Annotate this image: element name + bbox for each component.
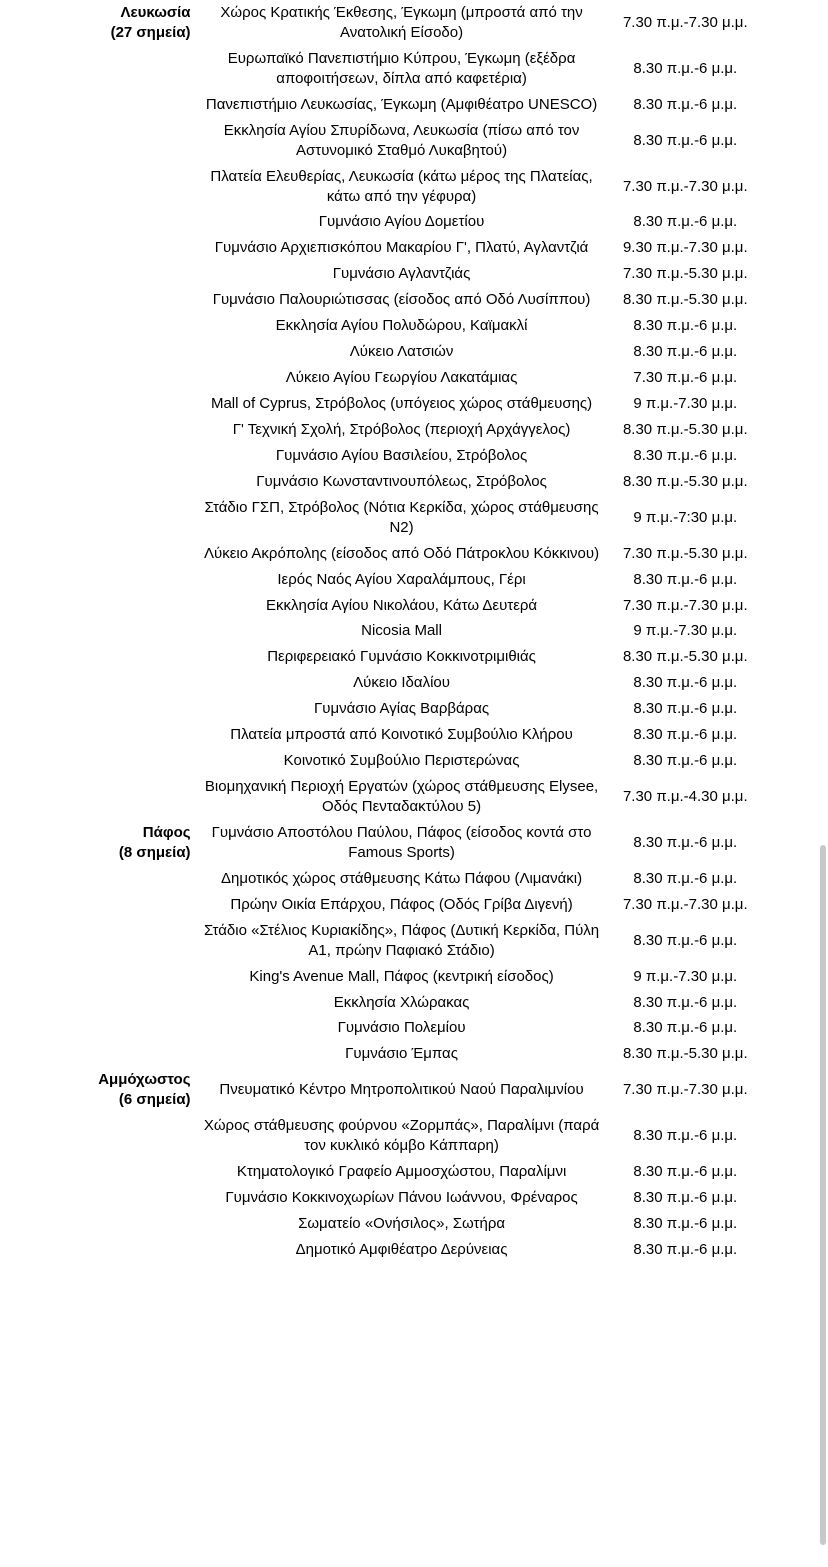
district-cell bbox=[64, 164, 197, 210]
hours-cell: 9.30 π.μ.-7.30 μ.μ. bbox=[622, 239, 748, 257]
locations-table bbox=[64, 0, 764, 1263]
district-cell bbox=[64, 722, 197, 748]
district-cell bbox=[64, 567, 197, 593]
place-cell: Πλατεία μπροστά από Κοινοτικό Συμβούλιο Κλήρου bbox=[230, 726, 573, 744]
place-cell: Λύκειο Ιδαλίου bbox=[353, 674, 450, 692]
district-cell bbox=[64, 748, 197, 774]
table-row bbox=[64, 670, 764, 696]
place-cell: Πανεπιστήμιο Λευκωσίας, Έγκωμη (Αμφιθέατρο UNESCO) bbox=[205, 95, 598, 113]
district-cell bbox=[64, 339, 197, 365]
district-cell bbox=[64, 593, 197, 619]
place-cell: Γυμνάσιο Πολεμίου bbox=[337, 1019, 466, 1037]
hours-cell: 9 π.μ.-7.30 μ.μ. bbox=[633, 395, 738, 412]
place-cell: Κτηματολογικό Γραφείο Αμμοσχώστου, Παραλίμνι bbox=[236, 1163, 567, 1181]
table-row bbox=[64, 313, 764, 339]
place-cell: Λύκειο Ακρόπολης (είσοδος από Οδό Πάτροκλου Κόκκινου) bbox=[203, 544, 600, 562]
table-row bbox=[64, 1211, 764, 1237]
table-row bbox=[64, 722, 764, 748]
hours-cell: 8.30 π.μ.-6 μ.μ. bbox=[633, 131, 738, 149]
place-cell: Χώρος Κρατικής Έκθεσης, Έγκωμη (μπροστά από την Ανατολική Είσοδο) bbox=[220, 4, 583, 41]
scrollbar-thumb[interactable] bbox=[820, 845, 826, 1545]
district-cell bbox=[64, 1015, 197, 1041]
hours-cell: 8.30 π.μ.-6 μ.μ. bbox=[633, 700, 738, 718]
hours-cell: 8.30 π.μ.-5.30 μ.μ. bbox=[622, 420, 748, 438]
place-cell: Εκκλησία Αγίου Πολυδώρου, Καϊμακλί bbox=[275, 317, 528, 335]
hours-cell: 7.30 π.μ.-6 μ.μ. bbox=[633, 369, 738, 387]
place-cell: Γυμνάσιο Αγίου Βασιλείου, Στρόβολος bbox=[275, 446, 528, 464]
place-cell: Ευρωπαϊκό Πανεπιστήμιο Κύπρου, Έγκωμη (εξέδρα αποφοιτήσεων, δίπλα από καφετέρια) bbox=[227, 49, 576, 87]
district-cell bbox=[64, 644, 197, 670]
district-cell bbox=[64, 1211, 197, 1237]
table-row bbox=[64, 0, 764, 46]
table-row bbox=[64, 46, 764, 92]
place-cell: Εκκλησία Αγίου Σπυρίδωνα, Λευκωσία (πίσω από τον Αστυνομικό Σταθμό Λυκαβητού) bbox=[223, 121, 580, 159]
table-row bbox=[64, 990, 764, 1016]
table-row bbox=[64, 235, 764, 261]
table-row bbox=[64, 1067, 764, 1113]
place-cell: Nicosia Mall bbox=[361, 622, 442, 640]
hours-cell: 7.30 π.μ.-5.30 μ.μ. bbox=[622, 544, 748, 562]
table-row bbox=[64, 164, 764, 210]
hours-cell: 8.30 π.μ.-6 μ.μ. bbox=[633, 931, 738, 949]
district-cell bbox=[64, 1041, 197, 1067]
place-cell: Λύκειο Λατσιών bbox=[349, 343, 454, 361]
table-row bbox=[64, 1041, 764, 1067]
district-cell bbox=[64, 313, 197, 339]
table-row bbox=[64, 774, 764, 820]
hours-cell: 8.30 π.μ.-6 μ.μ. bbox=[633, 213, 738, 231]
table-row bbox=[64, 391, 764, 417]
district-cell bbox=[64, 209, 197, 235]
place-cell: Εκκλησία Αγίου Νικολάου, Κάτω Δευτερά bbox=[266, 596, 538, 614]
hours-cell: 8.30 π.μ.-6 μ.μ. bbox=[633, 95, 738, 113]
table-row bbox=[64, 1159, 764, 1185]
table-row bbox=[64, 495, 764, 541]
hours-cell: 8.30 π.μ.-6 μ.μ. bbox=[633, 570, 738, 588]
district-count: (6 σημεία) bbox=[118, 1091, 191, 1109]
district-cell bbox=[64, 1237, 197, 1263]
hours-cell: 9 π.μ.-7.30 μ.μ. bbox=[633, 967, 738, 985]
table-row bbox=[64, 417, 764, 443]
hours-cell: 9 π.μ.-7:30 μ.μ. bbox=[633, 508, 738, 526]
district-cell bbox=[64, 46, 197, 92]
district-cell bbox=[64, 1185, 197, 1211]
place-cell: Πνευματικό Κέντρο Μητροπολιτικού Ναού Παραλιμνίου bbox=[219, 1081, 584, 1099]
hours-cell: 8.30 π.μ.-5.30 μ.μ. bbox=[622, 291, 748, 309]
place-cell: Γυμνάσιο Παλουριώτισσας (είσοδος από Οδό Λυσίππου) bbox=[212, 291, 591, 309]
place-cell: Γ' Τεχνική Σχολή, Στρόβολος (περιοχή Αρχάγγελος) bbox=[232, 420, 571, 438]
district-cell bbox=[64, 443, 197, 469]
locations-table-body bbox=[64, 0, 764, 1263]
district-cell bbox=[64, 990, 197, 1016]
table-row bbox=[64, 892, 764, 918]
table-row bbox=[64, 365, 764, 391]
district-cell bbox=[64, 469, 197, 495]
district-cell bbox=[64, 618, 197, 644]
table-row bbox=[64, 696, 764, 722]
hours-cell: 8.30 π.μ.-6 μ.μ. bbox=[633, 317, 738, 335]
table-row bbox=[64, 964, 764, 990]
hours-cell: 8.30 π.μ.-6 μ.μ. bbox=[633, 1189, 738, 1206]
hours-cell: 8.30 π.μ.-6 μ.μ. bbox=[633, 1214, 738, 1232]
hours-cell: 8.30 π.μ.-6 μ.μ. bbox=[633, 343, 738, 361]
table-row bbox=[64, 209, 764, 235]
district-cell bbox=[64, 964, 197, 990]
hours-cell: 8.30 π.μ.-6 μ.μ. bbox=[633, 752, 738, 770]
table-row bbox=[64, 567, 764, 593]
table-row bbox=[64, 339, 764, 365]
place-cell: Εκκλησία Χλώρακας bbox=[333, 993, 470, 1011]
hours-cell: 7.30 π.μ.-7.30 μ.μ. bbox=[622, 895, 748, 913]
hours-cell: 8.30 π.μ.-5.30 μ.μ. bbox=[622, 648, 748, 666]
table-row bbox=[64, 866, 764, 892]
place-cell: Στάδιο ΓΣΠ, Στρόβολος (Νότια Κερκίδα, χώρος στάθμευσης Ν2) bbox=[204, 498, 599, 536]
place-cell: Γυμνάσιο Αρχιεπισκόπου Μακαρίου Γ', Πλατύ, Αγλαντζιά bbox=[214, 239, 589, 257]
place-cell: Πλατεία Ελευθερίας, Λευκωσία (κάτω μέρος της Πλατείας, κάτω από την γέφυρα) bbox=[210, 167, 593, 205]
place-cell: Βιομηχανική Περιοχή Εργατών (χώρος στάθμευσης Elysee, Οδός Πενταδακτύλου 5) bbox=[204, 778, 599, 815]
hours-cell: 8.30 π.μ.-6 μ.μ. bbox=[633, 726, 738, 744]
district-cell bbox=[64, 391, 197, 417]
hours-cell: 8.30 π.μ.-6 μ.μ. bbox=[633, 869, 738, 887]
district-cell bbox=[64, 820, 197, 866]
district-cell bbox=[64, 892, 197, 918]
district-name: Λευκωσία bbox=[120, 4, 191, 21]
hours-cell: 8.30 π.μ.-6 μ.μ. bbox=[633, 674, 738, 692]
place-cell: Γυμνάσιο Αποστόλου Παύλου, Πάφος (είσοδος κοντά στο Famous Sports) bbox=[211, 823, 592, 861]
hours-cell: 7.30 π.μ.-4.30 μ.μ. bbox=[622, 788, 748, 806]
place-cell: Γυμνάσιο Κοκκινοχωρίων Πάνου Ιωάννου, Φρέναρος bbox=[225, 1189, 578, 1206]
hours-cell: 8.30 π.μ.-6 μ.μ. bbox=[633, 1163, 738, 1181]
table-row bbox=[64, 593, 764, 619]
place-cell: King's Avenue Mall, Πάφος (κεντρική είσοδος) bbox=[249, 967, 554, 985]
place-cell: Mall of Cyprus, Στρόβολος (υπόγειος χώρος στάθμευσης) bbox=[210, 395, 593, 412]
district-cell bbox=[64, 365, 197, 391]
district-cell bbox=[64, 0, 197, 46]
district-cell bbox=[64, 1113, 197, 1159]
place-cell: Γυμνάσιο Κωνσταντινουπόλεως, Στρόβολος bbox=[256, 472, 547, 490]
hours-cell: 8.30 π.μ.-6 μ.μ. bbox=[633, 833, 738, 851]
district-cell bbox=[64, 670, 197, 696]
hours-cell: 8.30 π.μ.-6 μ.μ. bbox=[633, 1019, 738, 1037]
table-row bbox=[64, 92, 764, 118]
place-cell: Σωματείο «Ονήσιλος», Σωτήρα bbox=[298, 1214, 506, 1232]
place-cell: Στάδιο «Στέλιος Κυριακίδης», Πάφος (Δυτική Κερκίδα, Πύλη Α1, πρώην Παφιακό Στάδιο) bbox=[203, 921, 600, 959]
table-row bbox=[64, 748, 764, 774]
hours-cell: 7.30 π.μ.-7.30 μ.μ. bbox=[622, 177, 748, 195]
place-cell: Γυμνάσιο Αγίου Δομετίου bbox=[318, 213, 485, 231]
place-cell: Δημοτικός χώρος στάθμευσης Κάτω Πάφου (Λιμανάκι) bbox=[221, 869, 583, 887]
hours-cell: 8.30 π.μ.-6 μ.μ. bbox=[633, 1240, 738, 1258]
table-row bbox=[64, 287, 764, 313]
table-row bbox=[64, 644, 764, 670]
table-row bbox=[64, 618, 764, 644]
vertical-scrollbar[interactable] bbox=[818, 0, 828, 1567]
district-cell bbox=[64, 417, 197, 443]
hours-cell: 7.30 π.μ.-5.30 μ.μ. bbox=[622, 265, 748, 283]
place-cell: Λύκειο Αγίου Γεωργίου Λακατάμιας bbox=[285, 369, 518, 387]
place-cell: Πρώην Οικία Επάρχου, Πάφος (Οδός Γρίβα Διγενή) bbox=[230, 895, 573, 913]
table-row bbox=[64, 1237, 764, 1263]
hours-cell: 8.30 π.μ.-5.30 μ.μ. bbox=[622, 1045, 748, 1063]
hours-cell: 9 π.μ.-7.30 μ.μ. bbox=[633, 622, 738, 640]
table-row bbox=[64, 1015, 764, 1041]
hours-cell: 8.30 π.μ.-6 μ.μ. bbox=[633, 993, 738, 1011]
district-cell bbox=[64, 1067, 197, 1113]
table-row bbox=[64, 261, 764, 287]
district-cell bbox=[64, 287, 197, 313]
table-row bbox=[64, 1113, 764, 1159]
district-cell bbox=[64, 495, 197, 541]
place-cell: Γυμνάσιο Αγίας Βαρβάρας bbox=[313, 700, 490, 718]
place-cell: Ιερός Ναός Αγίου Χαραλάμπους, Γέρι bbox=[277, 570, 526, 588]
district-cell bbox=[64, 774, 197, 820]
table-row bbox=[64, 820, 764, 866]
district-cell bbox=[64, 918, 197, 964]
place-cell: Γυμνάσιο Αγλαντζιάς bbox=[332, 265, 471, 283]
table-row bbox=[64, 541, 764, 567]
hours-cell: 7.30 π.μ.-7.30 μ.μ. bbox=[622, 596, 748, 614]
table-row bbox=[64, 118, 764, 164]
place-cell: Περιφερειακό Γυμνάσιο Κοκκινοτριμιθιάς bbox=[267, 648, 536, 666]
table-row bbox=[64, 918, 764, 964]
place-cell: Δημοτικό Αμφιθέατρο Δερύνειας bbox=[295, 1240, 508, 1258]
district-cell bbox=[64, 118, 197, 164]
district-name: Πάφος bbox=[142, 823, 191, 841]
district-name: Αμμόχωστος bbox=[98, 1071, 191, 1089]
place-cell: Χώρος στάθμευσης φούρνου «Ζορμπάς», Παραλίμνι (παρά τον κυκλικό κόμβο Κάππαρη) bbox=[203, 1117, 600, 1155]
place-cell: Γυμνάσιο Έμπας bbox=[345, 1045, 458, 1063]
district-cell bbox=[64, 261, 197, 287]
district-cell bbox=[64, 235, 197, 261]
hours-cell: 8.30 π.μ.-6 μ.μ. bbox=[633, 59, 738, 77]
table-row bbox=[64, 469, 764, 495]
district-cell bbox=[64, 696, 197, 722]
hours-cell: 8.30 π.μ.-5.30 μ.μ. bbox=[622, 472, 748, 490]
district-cell bbox=[64, 866, 197, 892]
hours-cell: 7.30 π.μ.-7.30 μ.μ. bbox=[622, 1081, 748, 1099]
hours-cell: 7.30 π.μ.-7.30 μ.μ. bbox=[622, 13, 748, 31]
table-row bbox=[64, 443, 764, 469]
district-cell bbox=[64, 92, 197, 118]
district-cell bbox=[64, 1159, 197, 1185]
district-count: (27 σημεία) bbox=[110, 23, 191, 41]
hours-cell: 8.30 π.μ.-6 μ.μ. bbox=[633, 446, 738, 464]
place-cell: Κοινοτικό Συμβούλιο Περιστερώνας bbox=[283, 752, 520, 770]
district-cell bbox=[64, 541, 197, 567]
district-count: (8 σημεία) bbox=[118, 843, 191, 861]
table-row bbox=[64, 1185, 764, 1211]
hours-cell: 8.30 π.μ.-6 μ.μ. bbox=[633, 1127, 738, 1145]
